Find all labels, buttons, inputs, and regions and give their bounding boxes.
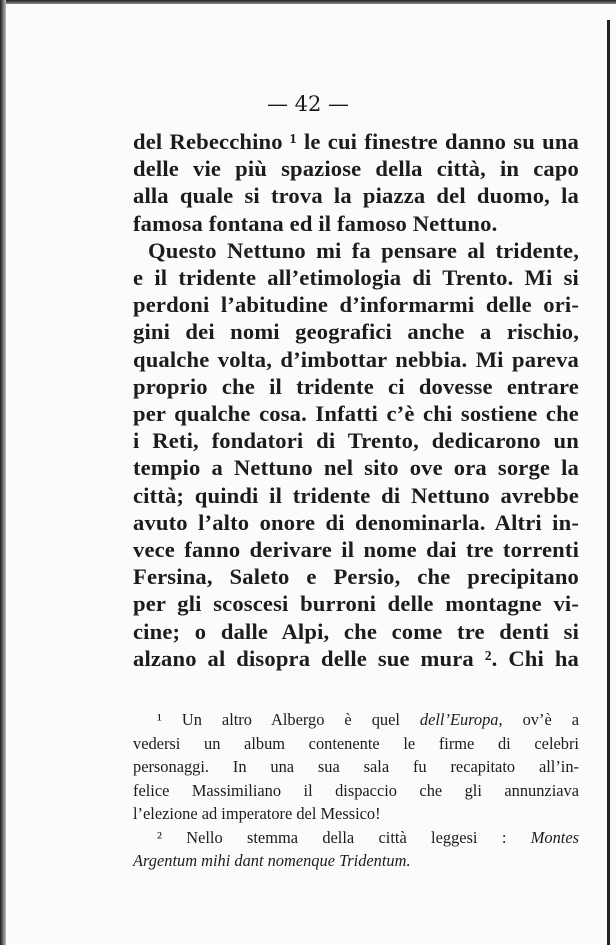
page-top-edge — [0, 0, 616, 4]
footnote-2 — [133, 826, 579, 850]
text-line: per gli scoscesi burroni delle montagne vi- — [133, 591, 579, 617]
page-right-edge — [607, 20, 610, 945]
footnote-2-italic: Montes — [530, 827, 579, 847]
footnotes — [133, 708, 579, 873]
footnote-1-line: vedersi un album contenente le firme di celebri — [133, 733, 579, 753]
footnote-2-text: ² Nello stemma della città leggesi : — [157, 827, 507, 847]
text-line: proprio che il tridente ci dovesse entrare — [133, 373, 579, 399]
text-line: Fersina, Saleto e Persio, che precipitano — [133, 564, 579, 590]
text-line: tempio a Nettuno nel sito ove ora sorge la — [133, 455, 579, 481]
footnote-1-line: l’elezione ad imperatore del Messico! — [133, 804, 381, 823]
text-line: alzano al disopra delle sue mura ². Chi ha — [133, 645, 579, 671]
text-line: cine; o dalle Alpi, che come tre denti si — [133, 618, 579, 644]
main-text — [133, 128, 579, 672]
text-line: alla quale si trova la piazza del duomo, la — [133, 183, 579, 209]
text-line: Questo Nettuno mi fa pensare al tridente, — [148, 237, 579, 263]
footnote-1-italic: dell’Europa — [419, 710, 499, 729]
text-line: gini dei nomi geografici anche a rischio, — [133, 319, 579, 345]
footnote-1-text: , ov’è a — [498, 710, 579, 729]
footnote-1-text: ¹ Un altro Albergo è quel — [157, 710, 400, 729]
footnote-1-line: felice Massimiliano il dispaccio che gli annunziava — [133, 780, 579, 800]
text-line: perdoni l’abitudine d’informarmi delle ori- — [133, 292, 579, 318]
footnote-2-line — [133, 849, 579, 873]
text-line: famosa fontana ed il famoso Nettuno. — [133, 210, 498, 236]
text-line: avuto l’alto onore di denominarla. Altri in- — [133, 509, 579, 535]
text-line: vece fanno derivare il nome dai tre torrenti — [133, 537, 579, 563]
page-left-edge — [0, 0, 6, 945]
text-line: per qualche cosa. Infatti c’è chi sostiene che — [133, 401, 579, 427]
text-line: delle vie più spaziose della città, in capo — [133, 156, 579, 182]
footnote-2-italic: Argentum mihi dant nomenque Tridentum. — [133, 851, 411, 870]
footnote-1-line: personaggi. In una sua sala fu recapitato all’in- — [133, 757, 579, 776]
text-line: i Reti, fondatori di Trento, dedicarono un — [133, 428, 579, 454]
page-number: — 42 — — [266, 92, 350, 116]
text-line: e il tridente all’etimologia di Trento. Mi si — [133, 265, 579, 291]
text-line: qualche volta, d’imbottar nebbia. Mi pareva — [133, 346, 579, 372]
text-line: città; quindi il tridente di Nettuno avrebbe — [133, 482, 579, 508]
text-line: del Rebecchino ¹ le cui finestre danno su una — [133, 129, 579, 154]
footnote-1 — [133, 708, 579, 732]
